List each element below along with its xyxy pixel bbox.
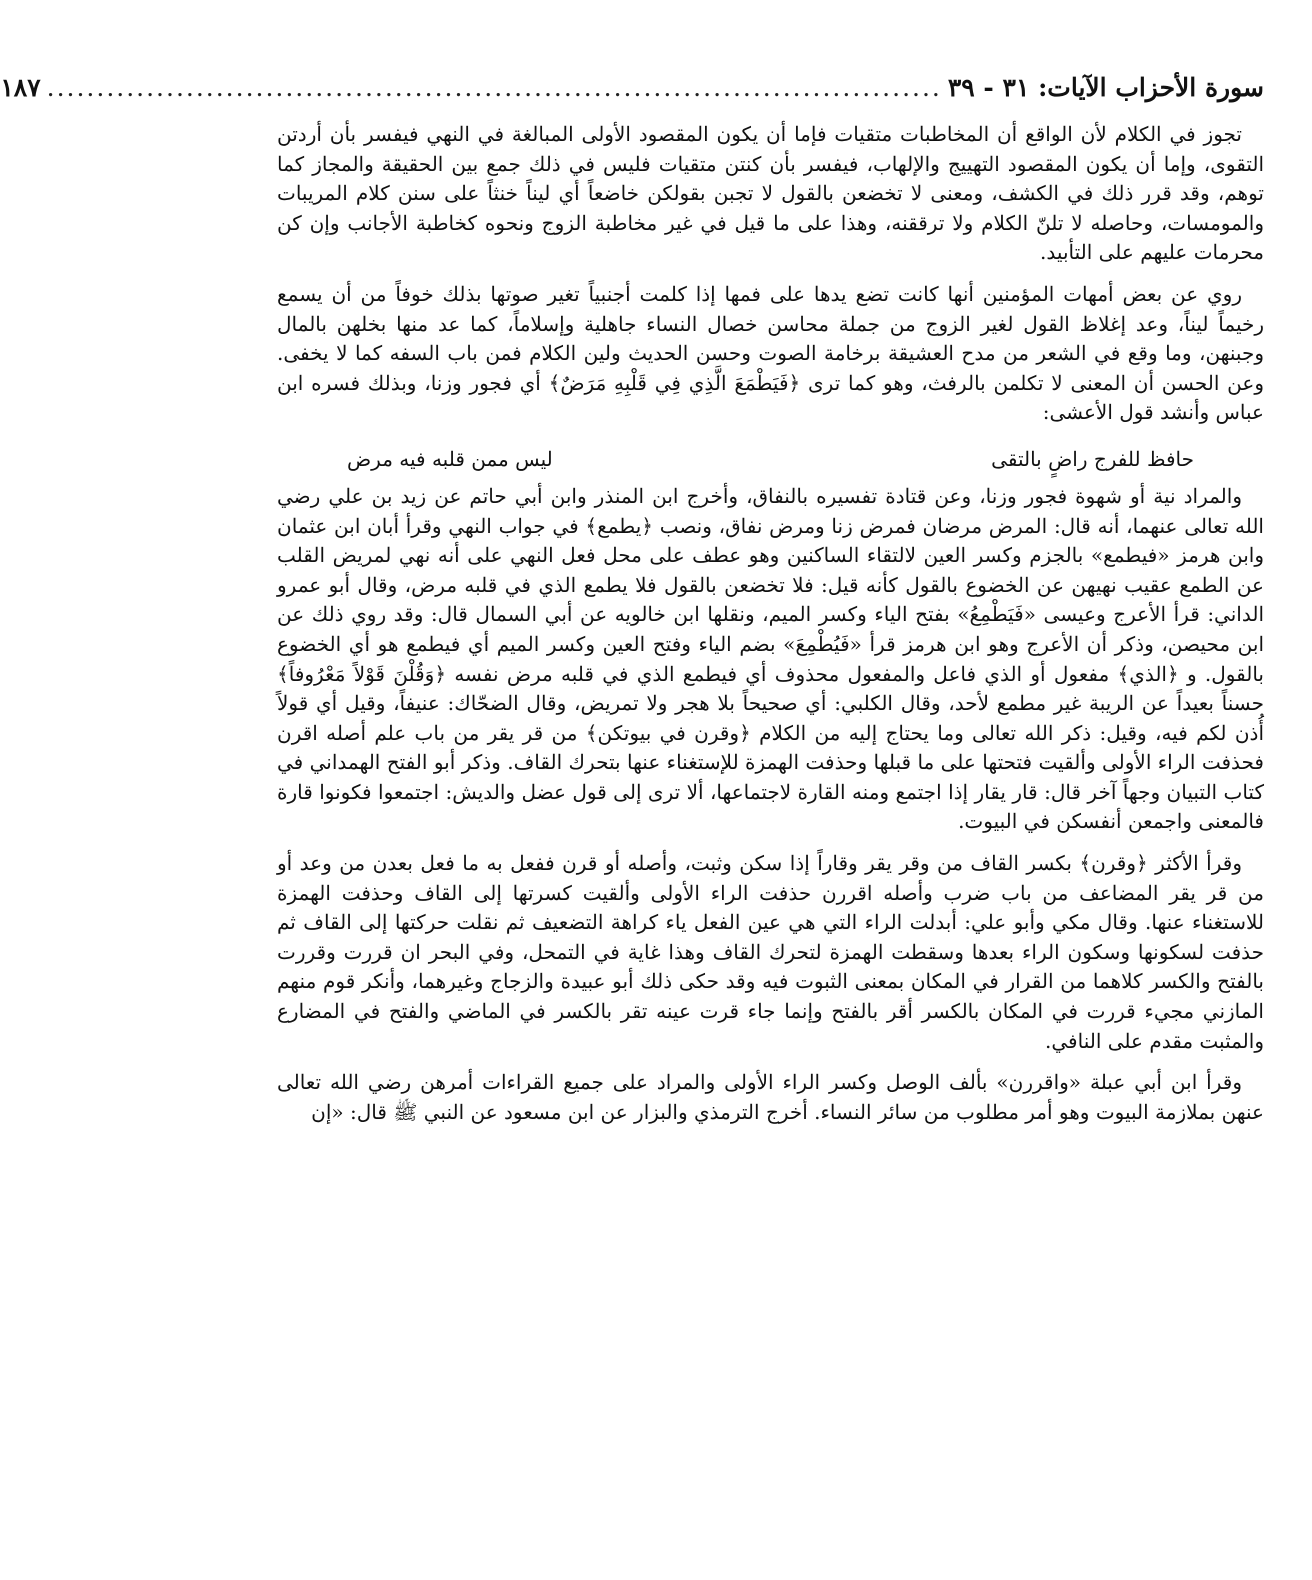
running-header bbox=[0, 72, 1264, 106]
page-body bbox=[277, 120, 1264, 1127]
verse-second-hemistich: ليس ممن قلبه فيه مرض bbox=[347, 446, 553, 471]
surah-heading: سورة الأحزاب الآيات: ٣١ - ٣٩ bbox=[947, 73, 1264, 102]
paragraph: وقرأ الأكثر ﴿وقرن﴾ بكسر القاف من وقر يقر وقاراً إذا سكن وثبت، وأصله أو قرن ففعل به ما فعل بعدن من وعد أو من قر يقر المضاعف من باب ضرب وأصله اقررن حذفت الراء الأولى وألقيت كسرتها إلى القاف وحذفت الهمزة للاستغناء عنها. وقال مكي وأبو علي: أبدلت الراء التي هي عين الفعل ياء كراهة التضعيف ثم نقلت حركتها إلى القاف ثم حذفت لسكونها وسكون الراء بعدها وسقطت الهمزة لتحرك القاف وهذا غاية في التمحل، وفي البحر ان قررت وقررت بالفتح والكسر كلاهما من القرار في المكان بمعنى الثبوت فيه وقد حكى ذلك أبو عبيدة والزجاج وغيرهما، وأنكر قوم منهم المازني مجيء قررت في المكان بالكسر أقر بالفتح وإنما جاء قرت عينه تقر بالكسر في الماضي والفتح في المضارع والمثبت مقدم على النافي. bbox=[277, 851, 1264, 1053]
paragraph: والمراد نية أو شهوة فجور وزنا، وعن قتادة تفسيره بالنفاق، وأخرج ابن المنذر وابن أبي حاتم عن زيد بن علي رضي الله تعالى عنهما، أنه قال: المرض مرضان فمرض زنا ومرض نفاق، ونصب ﴿يطمع﴾ في جواب النهي وقرأ أبان ابن عثمان وابن هرمز «فيطمع» بالجزم وكسر العين لالتقاء الساكنين وهو عطف على محل فعل النهي على أنه نهي لمريض القلب عن الطمع عقيب نهيهن عن الخضوع بالقول كأنه قيل: فلا تخضعن بالقول فلا يطمع الذي في قلبه مرض، وقال أبو عمرو الداني: قرأ الأعرج وعيسى «فَيَطْمِعُ» بفتح الياء وكسر الميم، ونقلها ابن خالويه عن أبي السمال قال: وقد روي ذلك عن ابن محيصن، وذكر أن الأعرج وهو ابن هرمز قرأ «فَيُطْمِعَ» بضم الياء وفتح العين وكسر الميم أي فيطمع هو أي الخضوع بالقول. و ﴿الذي﴾ مفعول أو الذي فاعل والمفعول محذوف أي فيطمع الذي في قلبه مرض نفسه ﴿وَقُلْنَ قَوْلاً مَعْرُوفاً﴾ حسناً بعيداً عن الريبة غير مطمع لأحد، وقال الكلبي: أي صحيحاً بلا هجر ولا تمريض، وقال الضحّاك: عنيفاً، وقيل أي قولاً أُذن لكم فيه، وقيل: ذكر الله تعالى وما يحتاج إليه من الكلام ﴿وقرن في بيوتكن﴾ من قر يقر من باب علم أصله اقرن فحذفت الراء الأولى وألقيت فتحتها على ما قبلها وحذفت الهمزة للإستغناء عنها بتحرك القاف. وذكر أبو الفتح الهمداني في كتاب التبيان وجهاً آخر قال: قار يقار إذا اجتمع ومنه القارة لاجتماعها، ألا ترى إلى قول عضل والديش: اجتمعوا فكونوا قارة فالمعنى واجمعن أنفسكن في البيوت. bbox=[277, 483, 1264, 834]
paragraph: روي عن بعض أمهات المؤمنين أنها كانت تضع يدها على فمها إذا كلمت أجنبياً تغير صوتها بذلك خوفاً من أن يسمع رخيماً ليناً، وعد إغلاظ القول لغير الزوج من جملة محاسن خصال النساء جاهلية وإسلاماً، كما عد منها بخلهن بالمال وجبنهن، وما وقع في الشعر من مدح العشيقة برخامة الصوت وحسن الحديث ولين الكلام فمن باب السفه كما لا يخفى. وعن الحسن أن المعنى لا تكلمن بالرفث، وهو كما ترى ﴿فَيَطْمَعَ الَّذِي فِي قَلْبِهِ مَرَضٌ﴾ أي فجور وزنا، وبذلك فسره ابن عباس وأنشد قول الأعشى: bbox=[277, 281, 1264, 425]
dot-leader: .......................................................................................... bbox=[46, 73, 942, 102]
verse-first-hemistich: حافظ للفرج راضٍ بالتقى bbox=[991, 446, 1194, 471]
poetry-verse bbox=[277, 440, 1264, 482]
paragraph: وقرأ ابن أبي عبلة «واقررن» بألف الوصل وكسر الراء الأولى والمراد على جميع القراءات أمرهن رضي الله تعالى عنهن بملازمة البيوت وهو أمر مطلوب من سائر النساء. أخرج الترمذي والبزار عن ابن مسعود عن النبي ﷺ قال: «إن bbox=[277, 1070, 1264, 1124]
paragraph: تجوز في الكلام لأن الواقع أن المخاطبات متقيات فإما أن يكون المقصود الأولى المبالغة في النهي فيفسر بأن أردتن التقوى، وإما أن يكون المقصود التهييج والإلهاب، فيفسر بأن كنتن متقيات فليس في ذلك جمع بين الحقيقة والمجاز كما توهم، وقد قرر ذلك في الكشف، ومعنى لا تخضعن بالقول لا تجبن بقولكن خاضعاً أي ليناً خنثاً على سنن كلام المريبات والمومسات، وحاصله لا تلنّ الكلام ولا ترققنه، وهذا على ما قيل في غير مخاطبة الزوج ونحوه كخاطبة الأجانب وإن كن محرمات عليهم على التأبيد. bbox=[277, 122, 1264, 265]
page-number: ١٨٧ bbox=[0, 73, 41, 102]
book-page bbox=[0, 72, 1264, 1560]
